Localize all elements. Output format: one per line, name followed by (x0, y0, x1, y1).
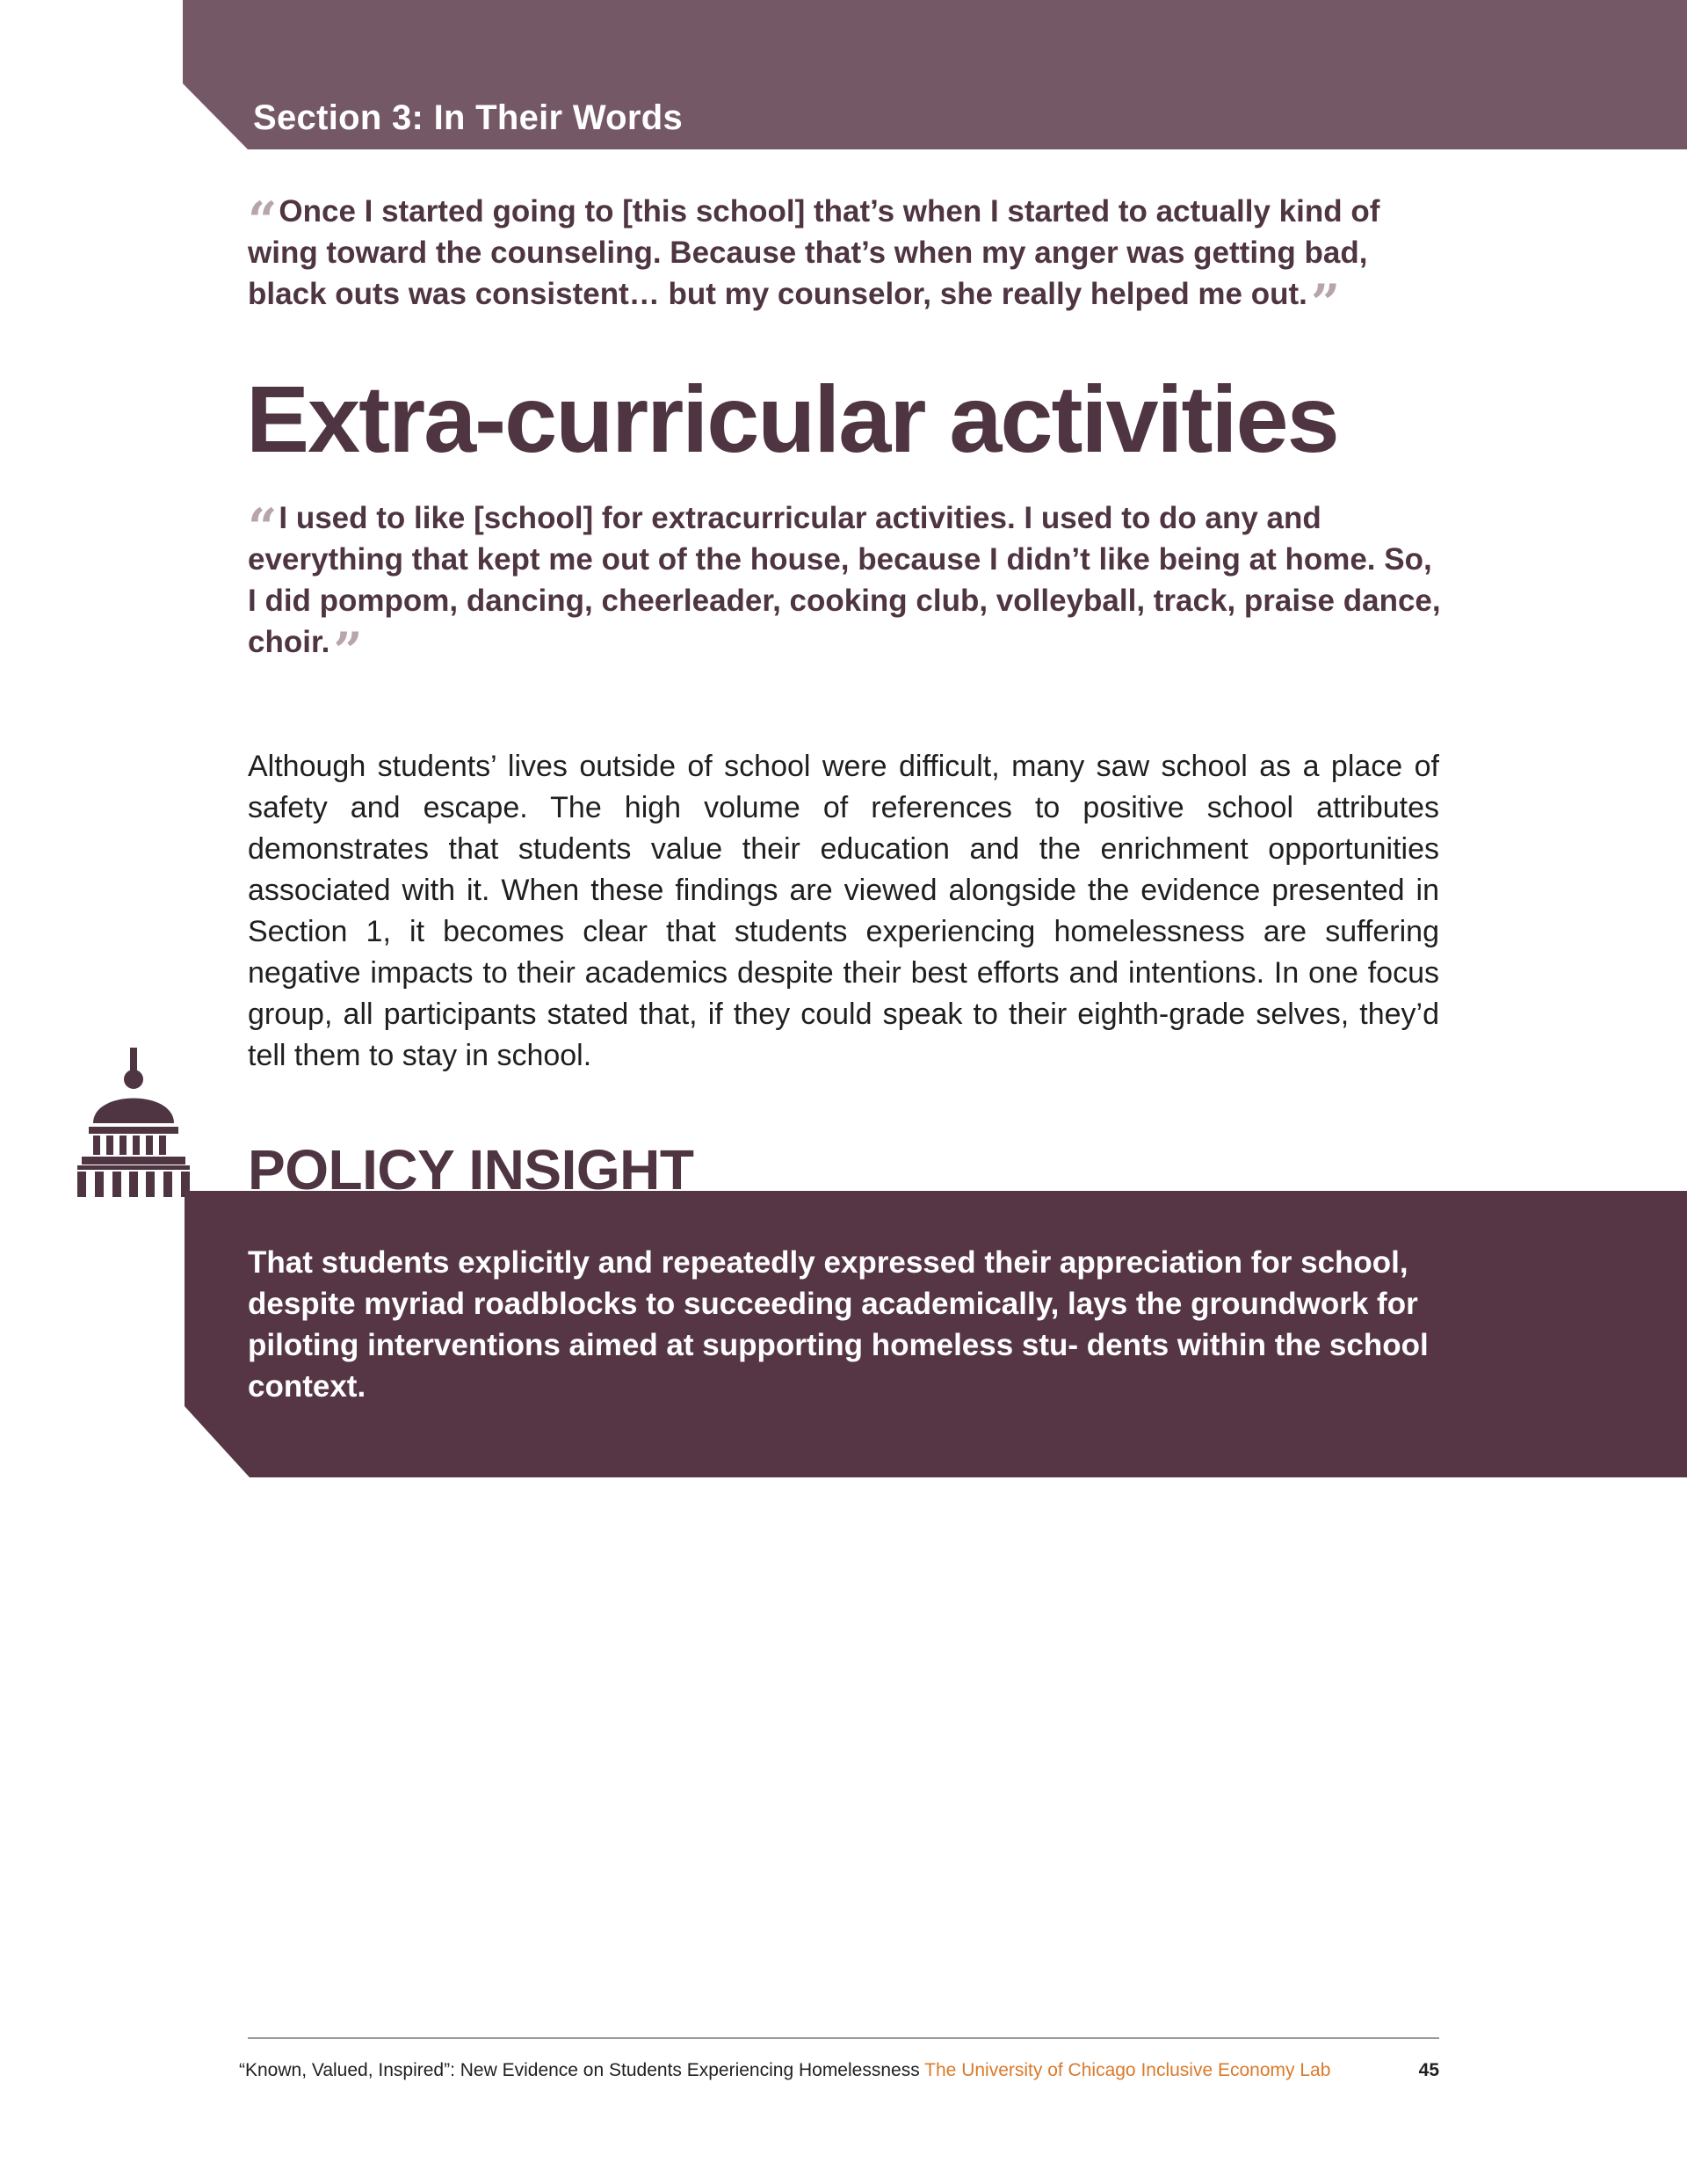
body-paragraph: Although students’ lives outside of school were difficult, many saw school as a place of safety and escape. The high volume of references to positive school attributes demonstrates that students value their education and the enrichment opportunities associated with it. When these findings are viewed alongside the evidence presented in Section 1, it becomes clear that students experiencing homelessness are suffering negative impacts to their academics despite their best efforts and intentions. In one focus group, all participants stated that, if they could speak to their eighth-grade selves, they’d tell them to stay in school. (248, 750, 1439, 1072)
page-heading: Extra-curricular activities (246, 366, 1338, 472)
quote-text: Once I started going to [this school] that’s when I started to actually kind of wing toward the counseling. Because that’s when my anger was getting bad, black outs was consistent… but my counselor, she really helped me out. (248, 194, 1380, 311)
page-number: 45 (1418, 2060, 1439, 2080)
close-quote-icon: ” (1310, 273, 1336, 334)
footer-organization: The University of Chicago Inclusive Economy Lab (924, 2060, 1331, 2080)
footer-report-title: “Known, Valued, Inspired”: New Evidence on Students Experiencing Homelessness (239, 2060, 920, 2080)
close-quote-icon: ” (333, 621, 358, 682)
quote-text: I used to like [school] for extracurricular activities. I used to do any and everything that kept me out of the house, because I didn’t like being at home. So, I did pompom, dancing, cheerleader, cooking club, volleyball, track, praise dance, choir. (248, 501, 1441, 659)
open-quote-icon: “ (248, 497, 272, 558)
page-footer (239, 2060, 1439, 2081)
open-quote-icon: “ (248, 191, 272, 251)
capitol-building-icon (77, 1048, 190, 1197)
footer-divider (248, 2037, 1439, 2039)
policy-insight-title: POLICY INSIGHT (248, 1138, 694, 1201)
section-title: Section 3: In Their Words (253, 98, 684, 137)
quote-extracurricular (248, 497, 1443, 682)
quote-counseling (248, 191, 1443, 334)
policy-insight-text: That students explicitly and repeatedly expressed their appreciation for school, despite myriad roadblocks to succeeding academically, lays the groundwork for piloting interventions aimed at supporting homeless stu- dents within the school context. (248, 1245, 1429, 1404)
